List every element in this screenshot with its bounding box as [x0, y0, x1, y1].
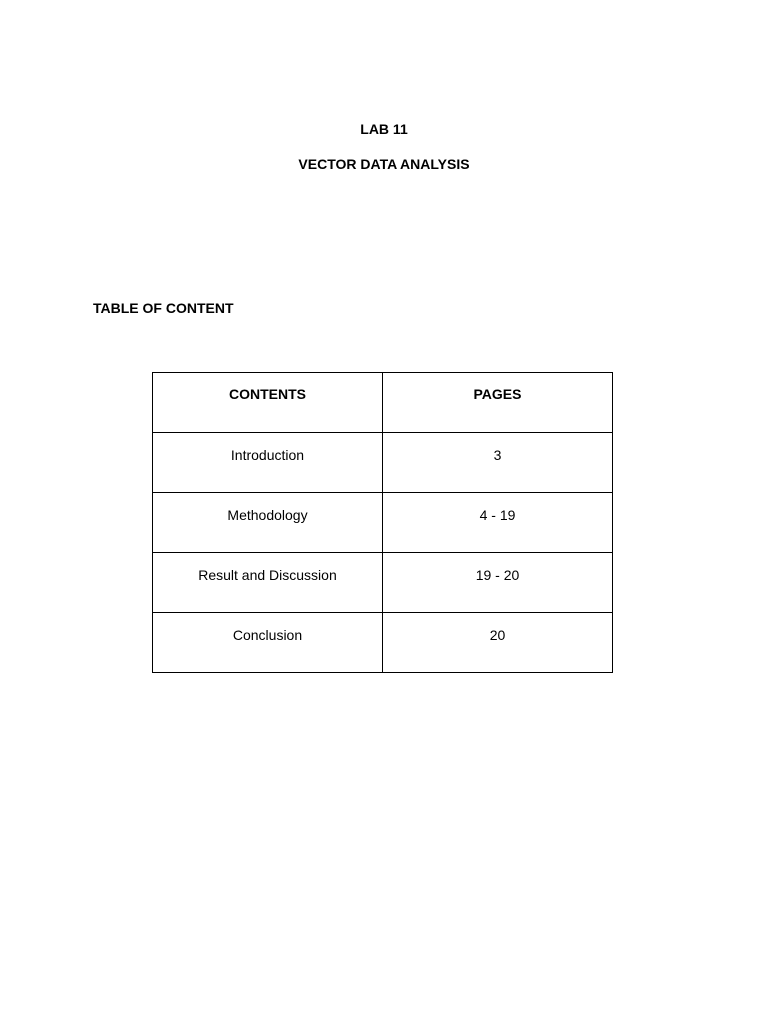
row-content-cell: Methodology — [153, 493, 383, 553]
table-row — [153, 433, 613, 493]
table-row — [153, 553, 613, 613]
row-pages-cell: 19 - 20 — [383, 553, 613, 613]
lab-title: LAB 11 — [360, 121, 408, 137]
table-header-row — [153, 373, 613, 433]
row-content-cell: Conclusion — [153, 613, 383, 673]
row-pages-cell: 20 — [383, 613, 613, 673]
row-content-cell: Result and Discussion — [153, 553, 383, 613]
table-row — [153, 493, 613, 553]
toc-table — [152, 372, 613, 673]
row-pages-cell: 4 - 19 — [383, 493, 613, 553]
column-header-contents: CONTENTS — [153, 373, 383, 433]
row-pages-cell: 3 — [383, 433, 613, 493]
table-row — [153, 613, 613, 673]
document-subtitle: VECTOR DATA ANALYSIS — [298, 156, 470, 172]
column-header-pages: PAGES — [383, 373, 613, 433]
row-content-cell: Introduction — [153, 433, 383, 493]
toc-heading: TABLE OF CONTENT — [93, 300, 234, 316]
